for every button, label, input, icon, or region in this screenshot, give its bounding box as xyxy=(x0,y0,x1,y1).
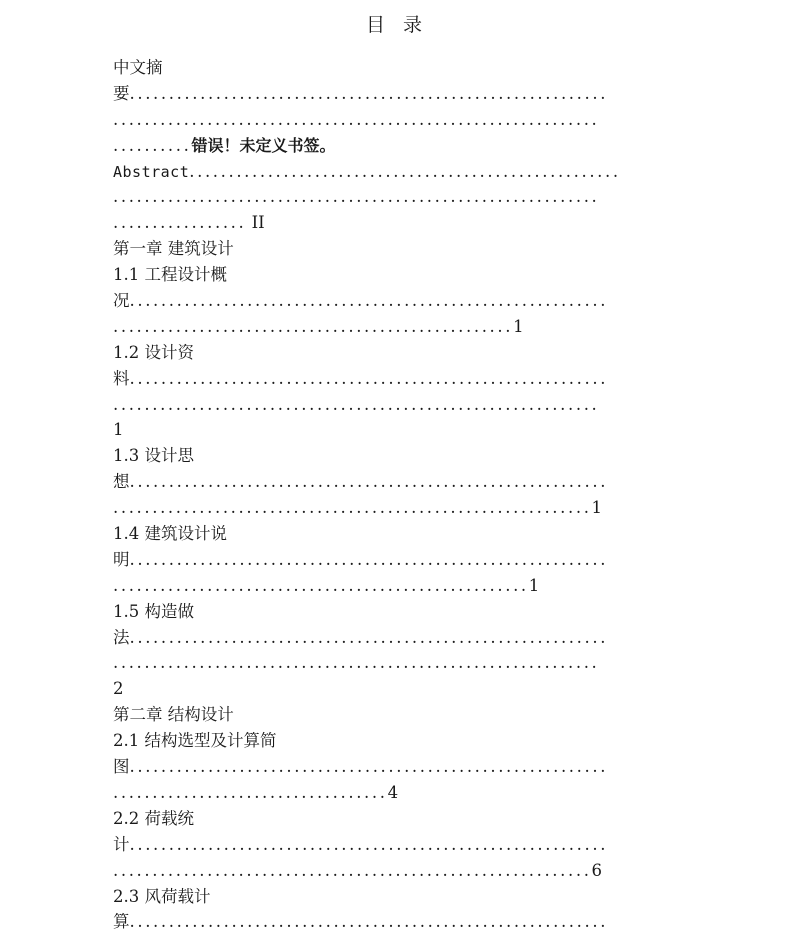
leader-dots: .............................................................. xyxy=(113,394,600,414)
leader-dots: .............................................................. xyxy=(113,653,600,673)
toc-entry-s1-4-end xyxy=(113,573,713,599)
toc-entry-label-tail[interactable]: 料 xyxy=(113,368,130,388)
leader-dots: ............................................................. xyxy=(129,627,609,647)
leader-dots: .......... xyxy=(113,135,192,155)
toc-entry-s1-1-head[interactable]: 1.1 工程设计概 xyxy=(113,265,227,285)
leader-dots: ............................................................. xyxy=(129,834,609,854)
leader-dots: ................................... xyxy=(113,782,388,802)
leader-dots: ............................................................. xyxy=(129,472,609,492)
toc-entry-label-tail[interactable]: 法 xyxy=(113,627,130,647)
toc-entry-s2-1-dots xyxy=(113,754,713,780)
leader-dots: ............................................................. xyxy=(129,912,609,932)
toc-entry-s1-1-end xyxy=(113,314,713,340)
chapter-heading[interactable]: 第二章 结构设计 xyxy=(113,705,234,725)
toc-entry-s1-4-dots xyxy=(113,547,713,573)
toc-entry-label-tail[interactable]: 明 xyxy=(113,549,130,569)
leader-dots: ................................................... xyxy=(113,316,514,336)
toc-entry-s1-4-head[interactable]: 1.4 建筑设计说 xyxy=(113,524,227,544)
toc-entry-s2-1-end xyxy=(113,780,713,806)
page-number: 4 xyxy=(387,782,399,802)
toc-entry-s1-2-dots xyxy=(113,366,713,392)
toc-entry-s2-2-end xyxy=(113,858,713,884)
page-number: II xyxy=(251,213,265,233)
toc-entry-abstract-cn-dots-2 xyxy=(113,107,713,133)
toc-entry-label-tail[interactable]: 图 xyxy=(113,757,130,777)
toc-entry-label[interactable]: Abstract xyxy=(113,162,190,181)
leader-dots: .............................................................. xyxy=(113,187,600,207)
toc-entry-s1-5-end xyxy=(113,676,713,702)
leader-dots: ............................................................. xyxy=(129,83,609,103)
toc-entry-s1-5-head[interactable]: 1.5 构造做 xyxy=(113,601,194,621)
toc-entry-abstract-en-dots xyxy=(113,184,713,210)
toc-entry-s1-2-end xyxy=(113,417,713,443)
toc-entry-s1-2-head[interactable]: 1.2 设计资 xyxy=(113,342,194,362)
toc-entry-s1-3-end xyxy=(113,495,713,521)
toc-entry-label-tail[interactable]: 况 xyxy=(113,291,130,311)
toc-entry-s2-3-dots xyxy=(113,909,713,935)
toc-entry-s1-1-dots xyxy=(113,288,713,314)
leader-dots: ..................................................... xyxy=(113,575,529,595)
leader-dots: ................. xyxy=(113,213,247,233)
toc-entry-s2-3-head[interactable]: 2.3 风荷载计 xyxy=(113,886,211,906)
toc-entry-s2-2-dots xyxy=(113,832,713,858)
toc-entry-abstract-cn-dots-1 xyxy=(113,81,713,107)
leader-dots: .............................................................. xyxy=(113,109,600,129)
leader-dots: ............................................................. xyxy=(113,498,592,518)
leader-dots: ............................................................. xyxy=(129,549,609,569)
toc-entry-s1-5-dots-2 xyxy=(113,650,713,676)
toc-entry-label-tail[interactable]: 想 xyxy=(113,472,130,492)
page-number: 6 xyxy=(591,860,603,880)
toc-entry-s1-5-dots xyxy=(113,625,713,651)
page-number: 1 xyxy=(591,498,603,518)
toc-entry-abstract-en xyxy=(113,159,713,185)
leader-dots: ............................................................. xyxy=(129,291,609,311)
page-number: 1 xyxy=(513,316,524,336)
page-number: 1 xyxy=(528,575,540,595)
leader-dots: ............................................................. xyxy=(129,368,609,388)
toc-entry-label-tail[interactable]: 计 xyxy=(113,834,130,854)
toc-entry-s1-2-dots-2 xyxy=(113,392,713,418)
chapter-heading[interactable]: 第一章 建筑设计 xyxy=(113,239,234,259)
toc-entry-s1-3-head[interactable]: 1.3 设计思 xyxy=(113,446,194,466)
toc-entry-s2-2-head[interactable]: 2.2 荷载统 xyxy=(113,808,194,828)
toc-entry-label-tail[interactable]: 要 xyxy=(113,83,130,103)
page-number: 2 xyxy=(113,679,124,699)
toc-entry-s1-3-dots xyxy=(113,469,713,495)
toc-entry-abstract-en-end xyxy=(113,210,713,236)
toc-entry-s2-1-head[interactable]: 2.1 结构选型及计算简 xyxy=(113,731,277,751)
bookmark-error-text: 错误！未定义书签。 xyxy=(191,135,336,155)
leader-dots: ....................................................... xyxy=(189,161,621,181)
toc-entry-abstract-cn-end xyxy=(113,133,713,159)
leader-dots: ............................................................. xyxy=(129,757,609,777)
toc-entry-abstract-cn-head[interactable]: 中文摘 xyxy=(113,58,163,77)
page-title: 目 录 xyxy=(365,14,429,36)
leader-dots: ............................................................. xyxy=(113,860,592,880)
page-number: 1 xyxy=(113,420,124,440)
toc-entry-label-tail[interactable]: 算 xyxy=(113,912,130,932)
table-of-contents xyxy=(113,55,713,935)
